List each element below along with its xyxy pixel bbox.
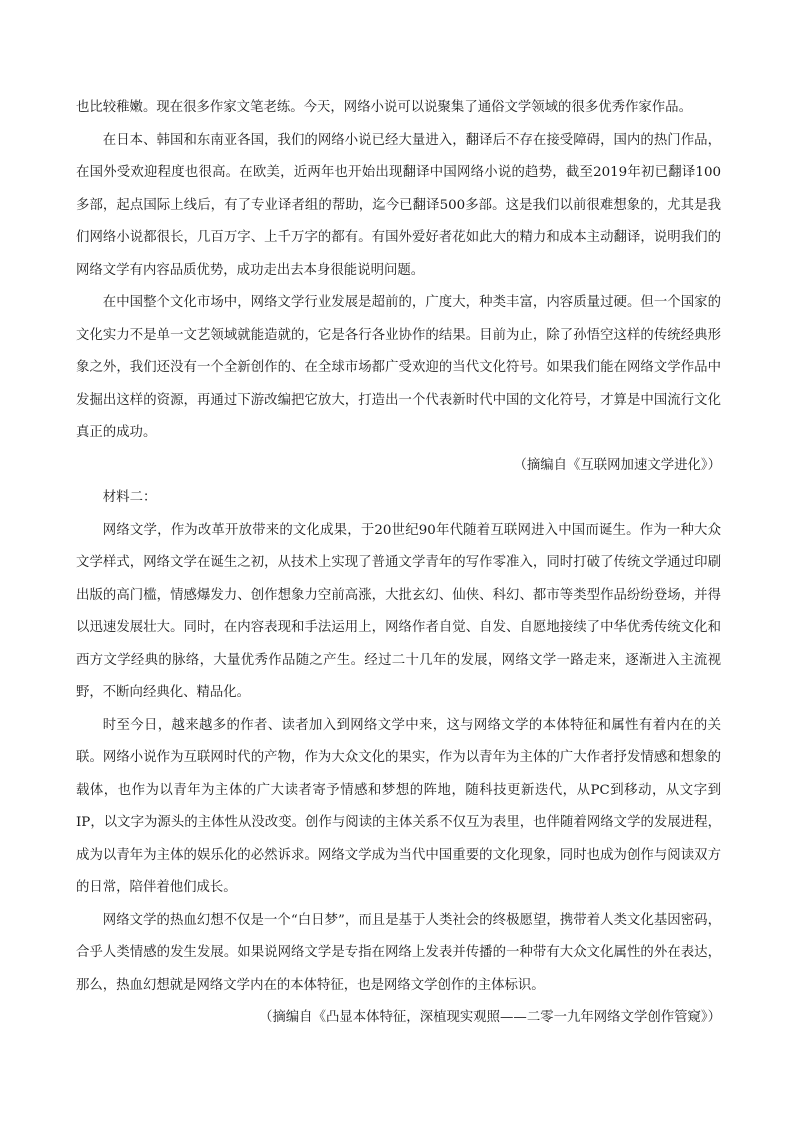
paragraph-continuation: 也比较稚嫩。现在很多作家文笔老练。今天，网络小说可以说聚集了通俗文学领域的很多优秀作家作品。 bbox=[76, 100, 692, 115]
paragraph-overseas-translation: 在日本、韩国和东南亚各国，我们的网络小说已经大量进入，翻译后不存在接受障碍，国内的热门作品，在国外受欢迎程度也很高。在欧美，近两年也开始出现翻译中国网络小说的趋势，截至2019年初已翻译100多部，起点国际上线后，有了专业译者组的帮助，迄今已翻译500多部。这是我们以前很难想象的，尤其是我们网络小说都很长，几百万字、上千万字的都有。有国外爱好者花如此大的精力和成本主动翻译，说明我们的网络文学有内容品质优势，成功走出去本身很能说明问题。 bbox=[76, 132, 721, 278]
paragraph-cultural-market: 在中国整个文化市场中，网络文学行业发展是超前的，广度大，种类丰富，内容质量过硬。但一个国家的文化实力不是单一文艺领域就能造就的，它是各行各业协作的结果。目前为止，除了孙悟空这样的传统经典形象之外，我们还没有一个全新创作的、在全球市场都广受欢迎的当代文化符号。如果我们能在网络文学作品中发掘出这样的资源，再通过下游改编把它放大，打造出一个代表新时代中国的文化符号，才算是中国流行文化真正的成功。 bbox=[76, 295, 721, 440]
paragraph-fantasy-dream: 网络文学的热血幻想不仅是一个“白日梦”，而且是基于人类社会的终极愿望，携带着人类文化基因密码，合乎人类情感的发生发展。如果说网络文学是专指在网络上发表并传播的一种带有大众文化属性的外在表达，那么，热血幻想就是网络文学内在的本体特征，也是网络文学创作的主体标识。 bbox=[76, 912, 721, 993]
paragraph-ontological-features: 时至今日，越来越多的作者、读者加入到网络文学中来，这与网络文学的本体特征和属性有着内在的关联。网络小说作为互联网时代的产物，作为大众文化的果实，作为以青年为主体的广大作者抒发情感和想象的载体，也作为以青年为主体的广大读者寄予情感和梦想的阵地，随科技更新迭代，从PC到移动，从文字到IP，以文字为源头的主体性从没改变。创作与阅读的主体关系不仅互为表里，也伴随着网络文学的发展进程，成为以青年为主体的娱乐化的必然诉求。网络文学成为当代中国重要的文化现象，同时也成为创作与阅读双方的日常，陪伴着他们成长。 bbox=[76, 717, 721, 895]
document-page bbox=[76, 92, 721, 1035]
paragraph-origin-of-web-literature: 网络文学，作为改革开放带来的文化成果，于20世纪90年代随着互联网进入中国而诞生。作为一种大众文学样式，网络文学在诞生之初，从技术上实现了普通文学青年的写作零准入，同时打破了传统文学通过印刷出版的高门槛，情感爆发力、创作想象力空前高涨，大批玄幻、仙侠、科幻、都市等类型作品纷纷登场，并得以迅速发展壮大。同时，在内容表现和手法运用上，网络作者自觉、自发、自愿地接续了中华优秀传统文化和西方文学经典的脉络，大量优秀作品随之产生。经过二十几年的发展，网络文学一路走来，逐渐进入主流视野，不断向经典化、精品化。 bbox=[76, 522, 721, 700]
source-citation-1: （摘编自《互联网加速文学进化》） bbox=[513, 457, 721, 473]
material-two-label: 材料二： bbox=[102, 490, 157, 505]
source-citation-2: （摘编自《凸显本体特征，深植现实观照——二零一九年网络文学创作管窥》） bbox=[259, 1010, 721, 1025]
